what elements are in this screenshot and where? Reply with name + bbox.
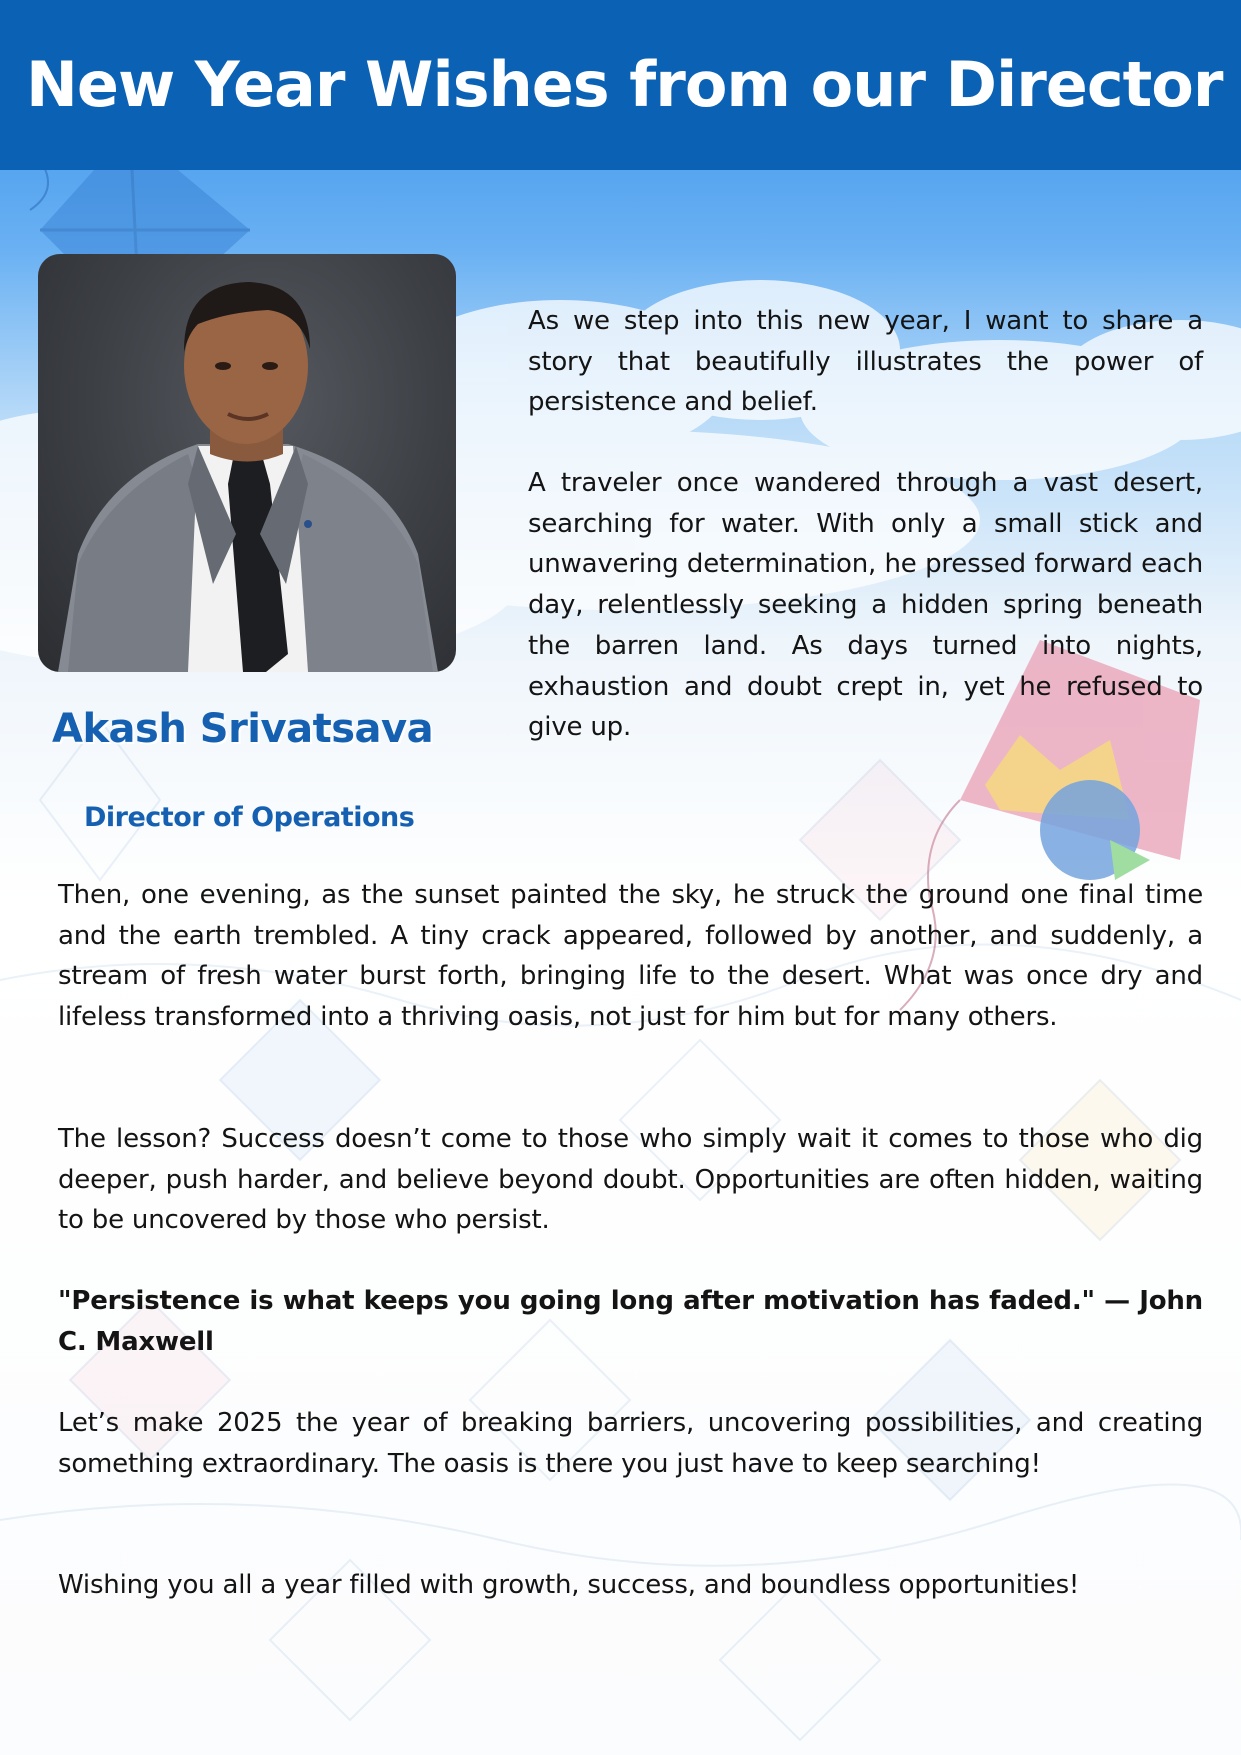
oasis-paragraph: Then, one evening, as the sunset painted the sky, he struck the ground one final time and the earth trembled. A tiny crack appeared, followed by another, and suddenly, a stream of fresh water burst forth, bringing life to the desert. What was once dry and lifeless transformed into a thriving oasis, not just for him but for many others.: [58, 880, 1203, 1033]
page-title: New Year Wishes from our Director: [26, 48, 1223, 121]
closing-wish: Wishing you all a year filled with growth, success, and boundless opportunities!: [58, 1570, 1080, 1600]
resolution-paragraph: Let’s make 2025 the year of breaking barriers, uncovering possibilities, and creating something extraordinary. The oasis is there you just have to keep searching!: [58, 1408, 1203, 1479]
lesson-paragraph: The lesson? Success doesn’t come to those who simply wait it comes to those who dig deeper, push harder, and believe beyond doubt. Opportunities are often hidden, waiting to be uncovered by those who persist.: [58, 1124, 1203, 1236]
page-header: [0, 0, 1241, 170]
quote-paragraph: "Persistence is what keeps you going long after motivation has faded." — John C. Maxwell: [58, 1286, 1203, 1357]
intro-paragraph: As we step into this new year, I want to share a story that beautifully illustrates the power of persistence and belief.: [528, 306, 1203, 418]
director-name: Akash Srivatsava: [52, 706, 434, 752]
story-paragraph: A traveler once wandered through a vast desert, searching for water. With only a small stick and unwavering determination, he pressed forward each day, relentlessly seeking a hidden spring beneath the barren land. As days turned into nights, exhaustion and doubt crept in, yet he refused to give up.: [528, 468, 1203, 743]
director-photo: [38, 254, 456, 672]
director-portrait-illustration: [38, 254, 456, 672]
director-role: Director of Operations: [84, 802, 415, 833]
